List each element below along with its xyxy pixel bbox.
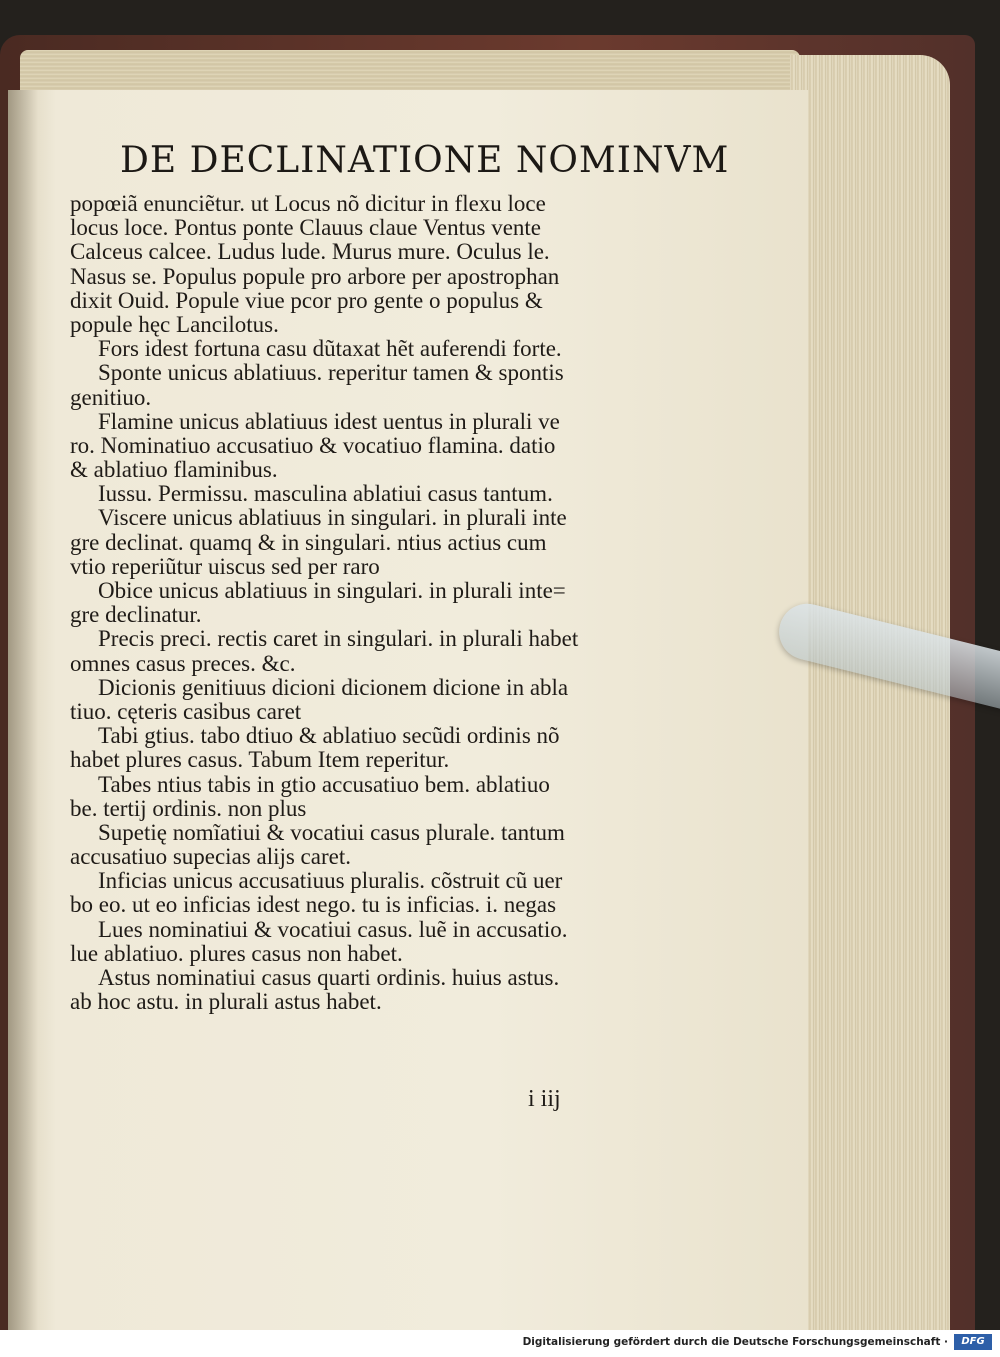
text-line: omnes casus preces. &c. [70, 651, 296, 676]
text-line: vtio reperiũtur uiscus sed per raro [70, 554, 380, 579]
text-line: Viscere unicus ablatiuus in singulari. in plurali inte [98, 506, 567, 531]
text-line: Inficias unicus accusatiuus pluralis. cõstruit cũ uer [98, 869, 563, 894]
text-line: Obice unicus ablatiuus in singulari. in plurali inte= [98, 579, 566, 603]
text-line: Calceus calcee. Ludus lude. Murus mure. Oculus le. [70, 240, 550, 265]
text-line: Tabi gtius. tabo dtiuo & ablatiuo secũdi ordinis nõ [98, 724, 560, 749]
text-line: Astus nominatiui casus quarti ordinis. huius astus. [98, 966, 560, 990]
text-line: bo eo. ut eo inficias idest nego. tu is inficias. i. negas [70, 893, 557, 918]
text-line: Precis preci. rectis caret in singulari. in plurali habet [98, 627, 579, 652]
text-line: gre declinat. quamq & in singulari. ntius actius cum [70, 530, 547, 555]
text-line: Fors idest fortuna casu dũtaxat hẽt auferendi forte. [98, 337, 562, 362]
body-text [70, 192, 640, 1014]
text-line: habet plures casus. Tabum Item reperitur. [70, 748, 450, 773]
dfg-logo: DFG [954, 1334, 992, 1350]
text-line: accusatiuo supecias alijs caret. [70, 845, 351, 870]
text-line: popœiã enunciẽtur. ut Locus nõ dicitur in flexu loce [70, 192, 546, 216]
gutter-shadow [8, 90, 38, 1330]
text-line: Sponte unicus ablatiuus. reperitur tamen & spontis [98, 361, 564, 386]
text-line: genitiuo. [70, 385, 152, 410]
text-line: gre declinatur. [70, 603, 202, 628]
text-line: popule hęc Lancilotus. [70, 312, 279, 337]
text-line: lue ablatiuo. plures casus non habet. [70, 941, 403, 966]
text-line: Tabes ntius tabis in gtio accusatiuo bem. ablatiuo [98, 772, 550, 797]
text-line: dixit Ouid. Popule viue pcor pro gente o populus & [70, 288, 543, 313]
text-line: tiuo. cęteris casibus caret [70, 699, 302, 724]
text-line: Nasus se. Populus popule pro arbore per apostrophan [70, 264, 560, 289]
text-line: Supetię nomĩatiui & vocatiui casus plurale. tantum [98, 820, 565, 845]
text-line: ro. Nominatiuo accusatiuo & vocatiuo flamina. datio [70, 433, 556, 458]
text-line: Dicionis genitiuus dicioni dicionem dicione in abla [98, 675, 569, 700]
text-line: ab hoc astu. in plurali astus habet. [70, 990, 382, 1015]
credit-text: Digitalisierung gefördert durch die Deutsche Forschungsgemeinschaft · [522, 1336, 948, 1348]
running-head: DE DECLINATIONE NOMINVM [120, 140, 730, 181]
page-edges-fore [790, 55, 950, 1330]
text-line: locus loce. Pontus ponte Clauus claue Ventus vente [70, 216, 541, 241]
text-line: Lues nominatiui & vocatiui casus. luẽ in accusatio. [98, 917, 568, 942]
text-line: Flamine unicus ablatiuus idest uentus in plurali ve [98, 409, 560, 434]
text-line: be. tertij ordinis. non plus [70, 796, 307, 821]
text-line: Iussu. Permissu. masculina ablatiui casus tantum. [98, 482, 553, 507]
signature-mark: i iij [528, 1086, 561, 1112]
text-line: & ablatiuo flaminibus. [70, 458, 278, 483]
